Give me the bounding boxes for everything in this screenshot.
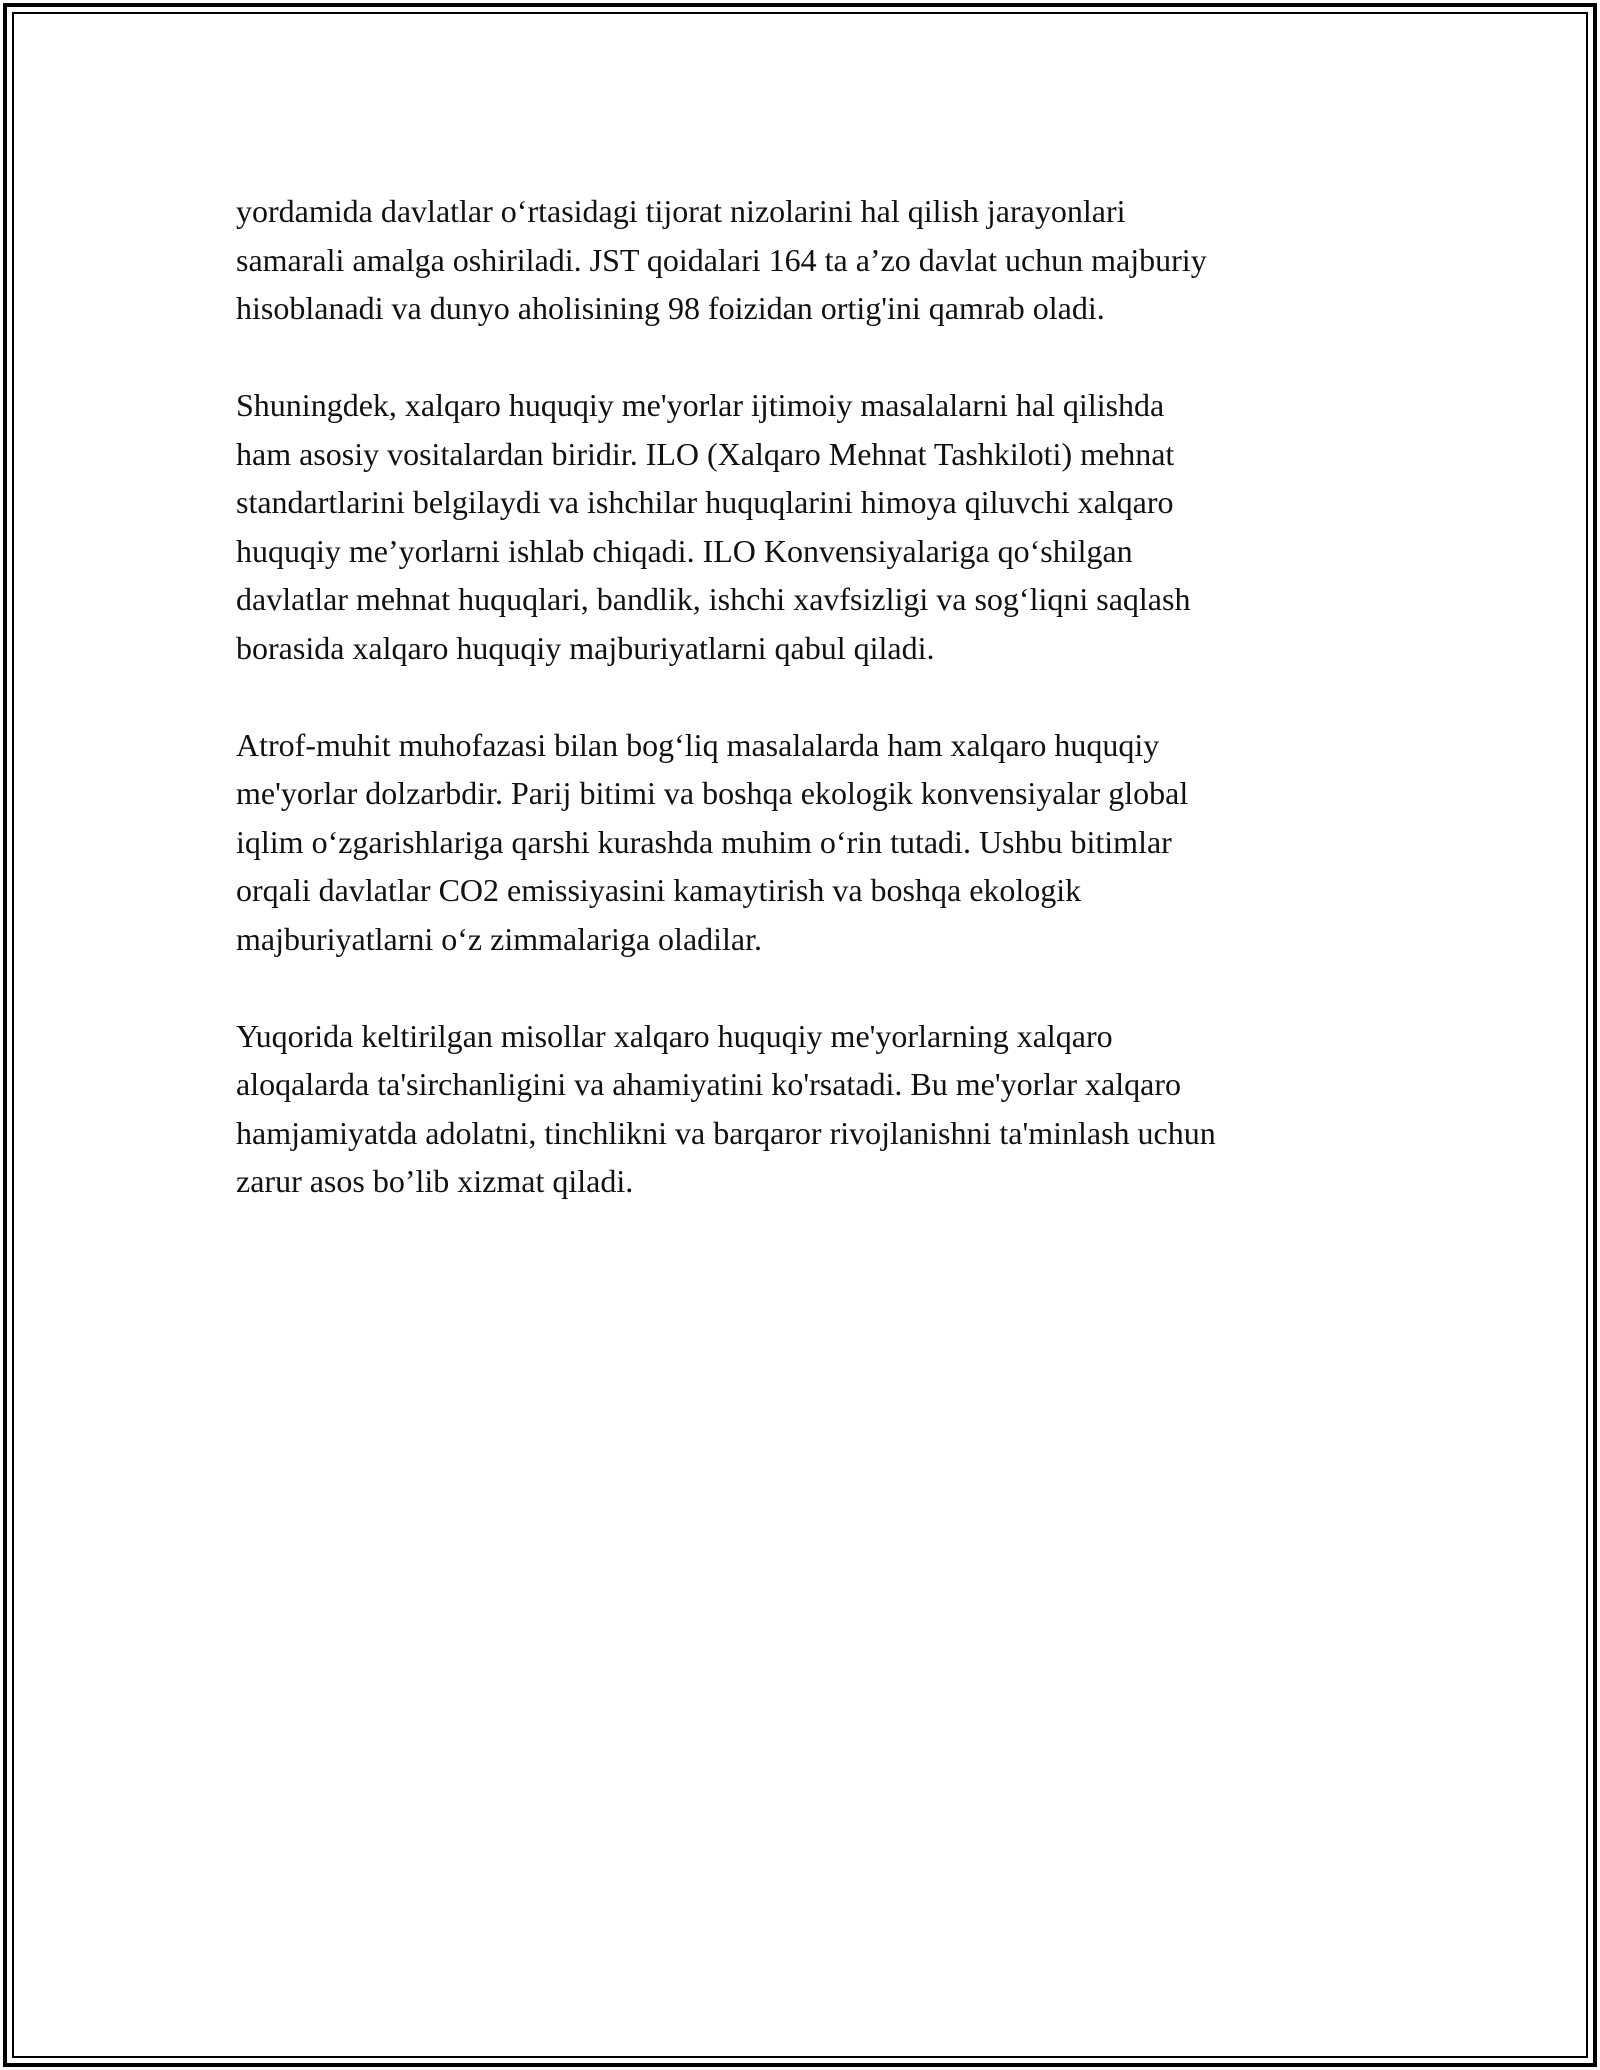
text-line: huquqiy me’yorlarni ishlab chiqadi. ILO Konvensiyalariga qo‘shilgan — [236, 532, 1133, 569]
text-line: aloqalarda ta'sirchanligini va ahamiyatini ko'rsatadi. Bu me'yorlar xalqaro — [236, 1066, 1181, 1102]
paragraph-4 — [236, 1012, 1366, 1206]
text-line: Atrof-muhit muhofazasi bilan bog‘liq masalalarda ham xalqaro huquqiy — [236, 726, 1160, 763]
text-line: majburiyatlarni o‘z zimmalariga oladilar. — [236, 920, 763, 957]
text-line: hisoblanadi va dunyo aholisining 98 foizidan ortig'ini qamrab oladi. — [236, 290, 1105, 326]
text-line: zarur asos bo’lib xizmat qiladi. — [236, 1163, 634, 1199]
text-line: borasida xalqaro huquqiy majburiyatlarni qabul qiladi. — [236, 629, 935, 666]
text-line: iqlim o‘zgarishlariga qarshi kurashda muhim o‘rin tutadi. Ushbu bitimlar — [236, 823, 1172, 860]
text-line: Yuqorida keltirilgan misollar xalqaro huquqiy me'yorlarning xalqaro — [236, 1017, 1113, 1054]
text-line: yordamida davlatlar o‘rtasidagi tijorat nizolarini hal qilish jarayonlari — [236, 193, 1126, 229]
text-line: samarali amalga oshiriladi. JST qoidalari 164 ta a’zo davlat uchun majburiy — [236, 241, 1207, 278]
text-line: hamjamiyatda adolatni, tinchlikni va barqaror rivojlanishni ta'minlash uchun — [236, 1114, 1216, 1151]
text-line: me'yorlar dolzarbdir. Parij bitimi va boshqa ekologik konvensiyalar global — [236, 775, 1189, 811]
text-line: davlatlar mehnat huquqlari, bandlik, ishchi xavfsizligi va sog‘liqni saqlash — [236, 581, 1191, 617]
text-line: standartlarini belgilaydi va ishchilar huquqlarini himoya qiluvchi xalqaro — [236, 484, 1174, 520]
paragraph-3 — [236, 721, 1366, 964]
text-line: orqali davlatlar CO2 emissiyasini kamaytirish va boshqa ekologik — [236, 872, 1082, 908]
paragraph-2 — [236, 381, 1366, 672]
document-body — [236, 187, 1366, 1254]
paragraph-1 — [236, 187, 1366, 333]
text-line: Shuningdek, xalqaro huquqiy me'yorlar ijtimoiy masalalarni hal qilishda — [236, 387, 1165, 423]
text-line: ham asosiy vositalardan biridir. ILO (Xalqaro Mehnat Tashkiloti) mehnat — [236, 435, 1175, 472]
